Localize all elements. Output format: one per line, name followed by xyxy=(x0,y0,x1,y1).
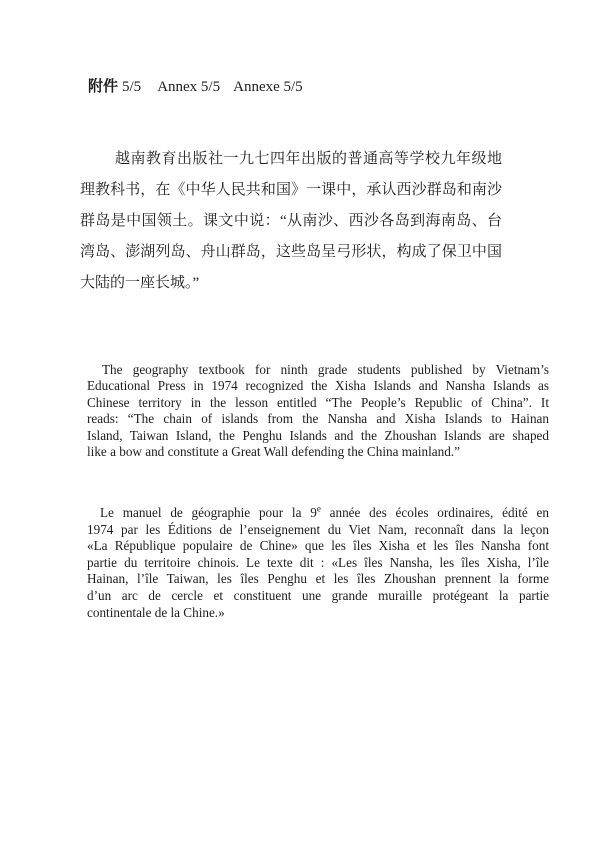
annex-header xyxy=(88,75,303,96)
french-paragraph xyxy=(87,505,549,621)
paragraph-line: «La République populaire de Chine» que les îles Xisha et les îles Nansha font xyxy=(87,538,549,554)
paragraph-line: Island, Taiwan Island, the Penghu Islands and the Zhoushan Islands are shaped xyxy=(87,427,549,443)
paragraph-line: partie du territoire chinois. Le texte dit : «Les îles Nansha, les îles Xisha, l’île xyxy=(87,554,549,570)
paragraph-line: 群岛是中国领土。课文中说：“从南沙、西沙各岛到海南岛、台 xyxy=(80,213,502,229)
paragraph-line-segment: Le manuel de géographie pour la 9 xyxy=(100,505,317,520)
paragraph-line: Hainan, l’île Taiwan, les îles Penghu et les îles Zhoushan prennent la forme xyxy=(87,571,549,587)
paragraph-line: 越南教育出版社一九七四年出版的普通高等学校九年级地 xyxy=(115,151,502,167)
paragraph-line: 大陆的一座长城。” xyxy=(80,275,200,291)
paragraph-line: like a bow and constitute a Great Wall defending the China mainland.” xyxy=(87,444,460,460)
paragraph-line: reads: “The chain of islands from the Nansha and Xisha Islands to Hainan xyxy=(87,411,549,427)
english-paragraph xyxy=(87,362,549,460)
paragraph-line: continentale de la Chine.» xyxy=(87,604,225,620)
paragraph-line-segment: année des écoles ordinaires, édité en xyxy=(320,505,549,520)
annex-label-fr: Annexe 5/5 xyxy=(233,79,303,95)
chinese-paragraph xyxy=(80,144,502,299)
paragraph-line: d’un arc de cercle et constituent une grande muraille protégeant la partie xyxy=(87,587,549,603)
paragraph-line: 湾岛、澎湖列岛、舟山群岛，这些岛呈弓形状，构成了保卫中国 xyxy=(80,244,502,260)
paragraph-line: 1974 par les Éditions de l’enseignement du Viet Nam, reconnaît dans la leçon xyxy=(87,521,549,537)
ordinal-superscript: e xyxy=(316,503,321,514)
paragraph-line: 理教科书，在《中华人民共和国》一课中，承认西沙群岛和南沙 xyxy=(80,182,502,198)
attachment-number: 5/5 xyxy=(122,79,142,95)
paragraph-line: Educational Press in 1974 recognized the Xisha Islands and Nansha Islands as xyxy=(87,378,549,394)
attachment-label-zh: 附件 xyxy=(88,79,119,95)
paragraph-line xyxy=(87,505,549,522)
annex-label-en: Annex 5/5 xyxy=(157,79,221,95)
paragraph-line: The geography textbook for ninth grade students published by Vietnam’s xyxy=(102,362,549,377)
paragraph-line: Chinese territory in the lesson entitled “The People’s Republic of China”. It xyxy=(87,394,549,410)
